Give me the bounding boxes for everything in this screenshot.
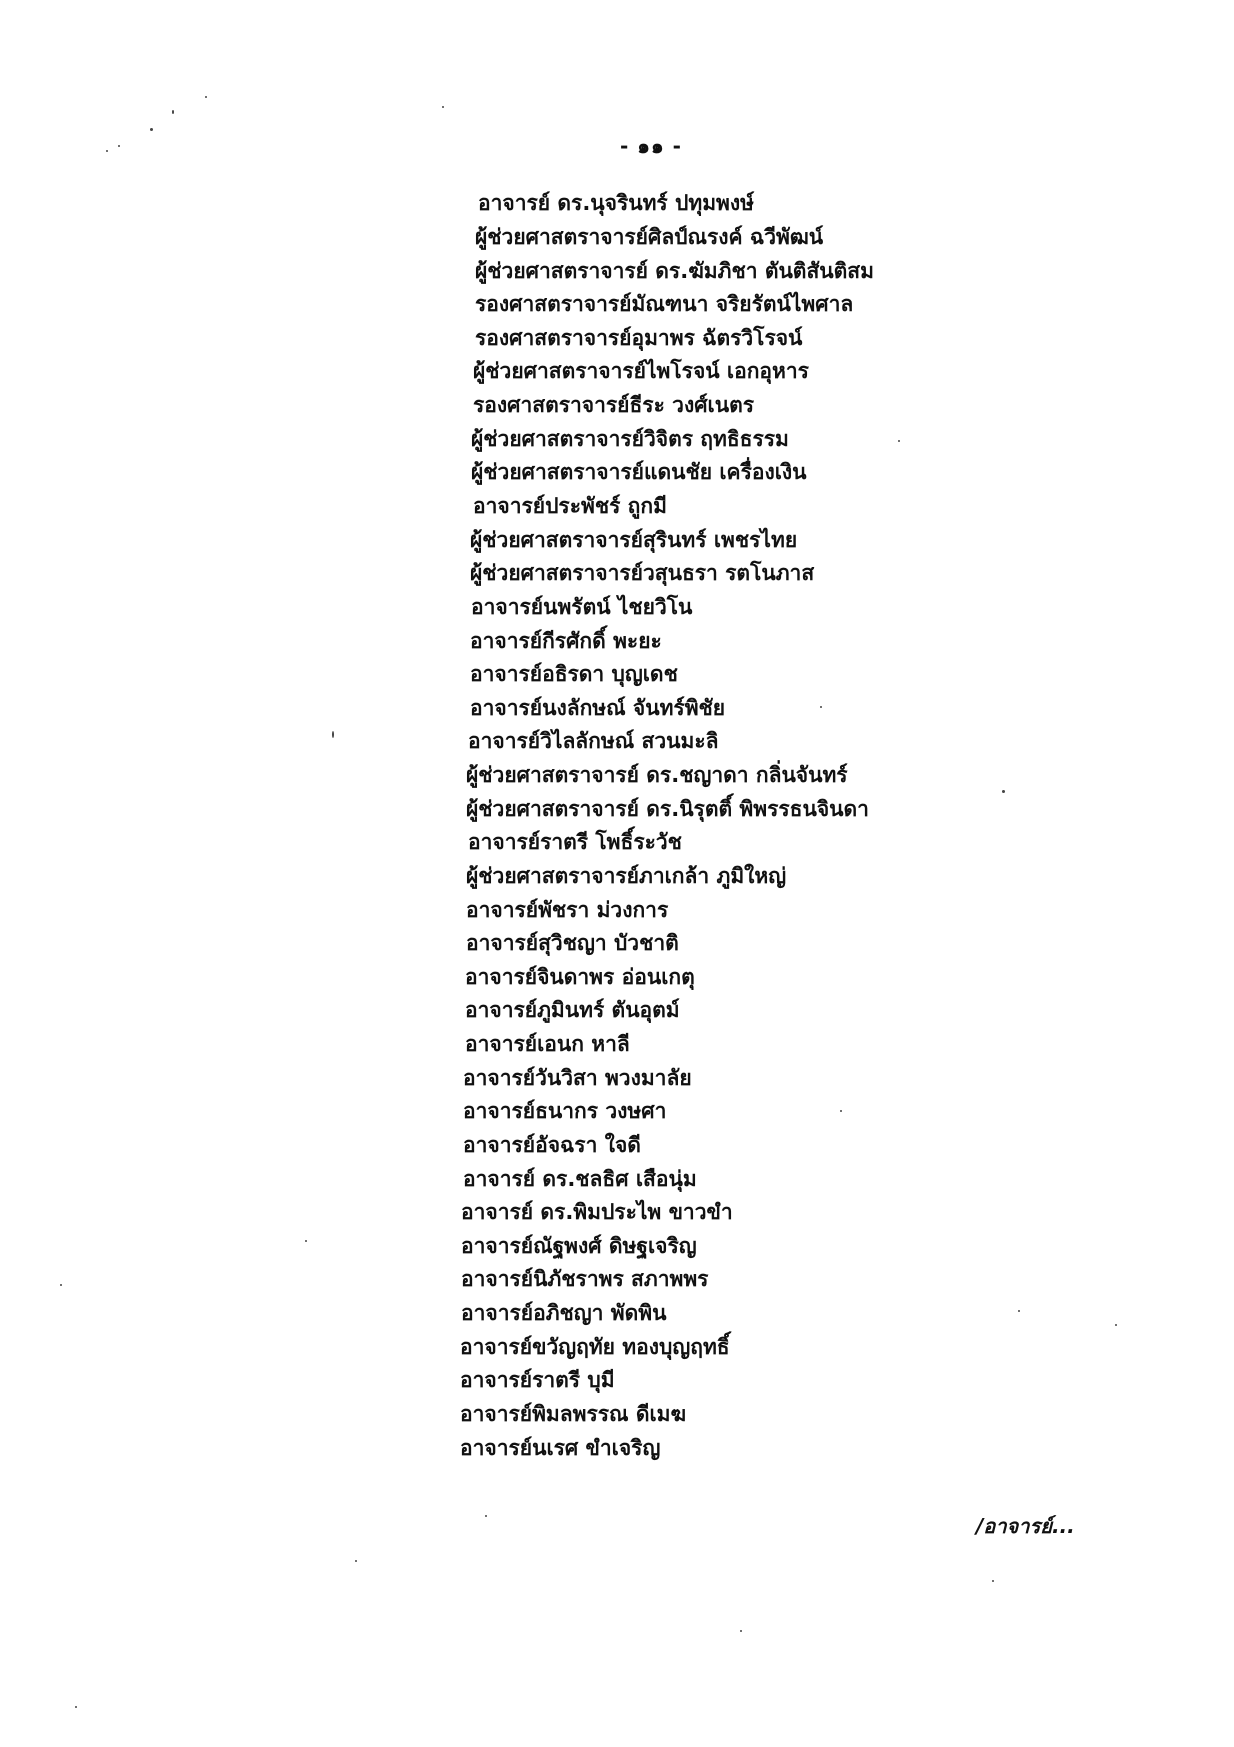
- name-line: รองศาสตราจารย์ธีระ วงศ์เนตร: [473, 393, 754, 417]
- scan-speck: [740, 1630, 742, 1632]
- scan-speck: [305, 1240, 307, 1242]
- scan-speck: [442, 106, 444, 108]
- name-line: อาจารย์พัชรา ม่วงการ: [466, 898, 669, 922]
- scan-speck: [60, 1284, 62, 1286]
- scan-speck: [205, 96, 207, 98]
- name-line: อาจารย์นเรศ ขำเจริญ: [460, 1436, 661, 1460]
- name-line: อาจารย์ ดร.นุจรินทร์ ปทุมพงษ์: [478, 191, 754, 215]
- name-line: รองศาสตราจารย์อุมาพร ฉัตรวิโรจน์: [475, 326, 803, 350]
- scan-speck: [172, 110, 174, 114]
- scan-speck: [898, 440, 900, 442]
- scan-speck: [992, 1580, 994, 1582]
- scan-speck: [106, 150, 108, 152]
- name-line: ผู้ช่วยศาสตราจารย์ ดร.ฆัมภิชา ตันติสันติสม: [475, 259, 874, 283]
- name-line: อาจารย์เอนก หาลี: [465, 1032, 630, 1056]
- scan-speck: [118, 145, 120, 147]
- name-line: อาจารย์สุวิชญา บัวชาติ: [466, 931, 679, 955]
- name-line: อาจารย์อธิรดา บุญเดช: [470, 662, 678, 686]
- scan-speck: [820, 706, 822, 708]
- scan-speck: [1018, 1310, 1020, 1312]
- scan-speck: [840, 1110, 842, 1112]
- name-line: อาจารย์ ดร.ชลธิศ เสือนุ่ม: [463, 1167, 697, 1191]
- name-line: ผู้ช่วยศาสตราจารย์ศิลป์ณรงค์ ฉวีพัฒน์: [475, 225, 824, 249]
- scan-speck: [150, 128, 153, 131]
- name-line: ผู้ช่วยศาสตราจารย์ ดร.นิรุตติ์ พิพรรธนจินดา: [466, 797, 869, 821]
- name-line: อาจารย์ราตรี บุมี: [460, 1368, 615, 1392]
- name-line: ผู้ช่วยศาสตราจารย์สุรินทร์ เพชรไทย: [470, 528, 798, 552]
- scan-speck: [75, 1706, 77, 1708]
- name-line: อาจารย์ ดร.พิมประไพ ขาวขำ: [461, 1200, 733, 1224]
- scan-speck: [485, 1515, 487, 1517]
- scan-speck: [1115, 1324, 1117, 1326]
- name-line: ผู้ช่วยศาสตราจารย์ ดร.ชญาดา กลิ่นจันทร์: [466, 763, 848, 787]
- scan-speck: [355, 1560, 357, 1562]
- name-line: รองศาสตราจารย์มัณฑนา จริยรัตน์ไพศาล: [475, 292, 854, 316]
- name-line: ผู้ช่วยศาสตราจารย์ไพโรจน์ เอกอุหาร: [473, 359, 809, 383]
- scan-speck: [1002, 790, 1005, 793]
- name-line: อาจารย์พิมลพรรณ ดีเมฆ: [460, 1402, 687, 1426]
- name-line: อาจารย์นิภัชราพร สภาพพร: [461, 1267, 709, 1291]
- name-line: อาจารย์อัจฉรา ใจดี: [463, 1133, 641, 1157]
- name-line: อาจารย์กีรศักดิ์ พะยะ: [470, 629, 662, 653]
- continuation-note: /อาจารย์...: [976, 1514, 1075, 1538]
- name-line: ผู้ช่วยศาสตราจารย์วสุนธรา รตโนภาส: [470, 561, 815, 585]
- name-line: อาจารย์จินดาพร อ่อนเกตุ: [465, 965, 695, 989]
- name-line: อาจารย์วันวิสา พวงมาลัย: [463, 1066, 692, 1090]
- name-line: ผู้ช่วยศาสตราจารย์แดนชัย เครื่องเงิน: [471, 460, 807, 484]
- name-line: อาจารย์ธนากร วงษศา: [463, 1099, 667, 1123]
- name-line: ผู้ช่วยศาสตราจารย์ภาเกล้า ภูมิใหญ่: [466, 864, 787, 888]
- name-line: อาจารย์ประพัชร์ ถูกมี: [473, 494, 667, 518]
- name-line: อาจารย์นพรัตน์ ไชยวิโน: [471, 595, 693, 619]
- scan-speck: [332, 731, 334, 738]
- name-line: อาจารย์นงลักษณ์ จันทร์พิชัย: [470, 696, 726, 720]
- name-line: อาจารย์อภิชญา พัดพิน: [461, 1301, 667, 1325]
- name-line: อาจารย์ขวัญฤทัย ทองบุญฤทธิ์: [460, 1335, 730, 1359]
- name-line: อาจารย์วิไลลักษณ์ สวนมะลิ: [468, 729, 719, 753]
- name-line: อาจารย์ราตรี โพธิ์ระวัช: [468, 830, 682, 854]
- name-line: อาจารย์ณัฐพงศ์ ดิษฐเจริญ: [461, 1234, 697, 1258]
- name-line: ผู้ช่วยศาสตราจารย์วิจิตร ฤทธิธรรม: [471, 427, 789, 451]
- name-line: อาจารย์ภูมินทร์ ตันอุตม์: [465, 998, 680, 1022]
- page-number: - ๑๑ -: [620, 134, 682, 158]
